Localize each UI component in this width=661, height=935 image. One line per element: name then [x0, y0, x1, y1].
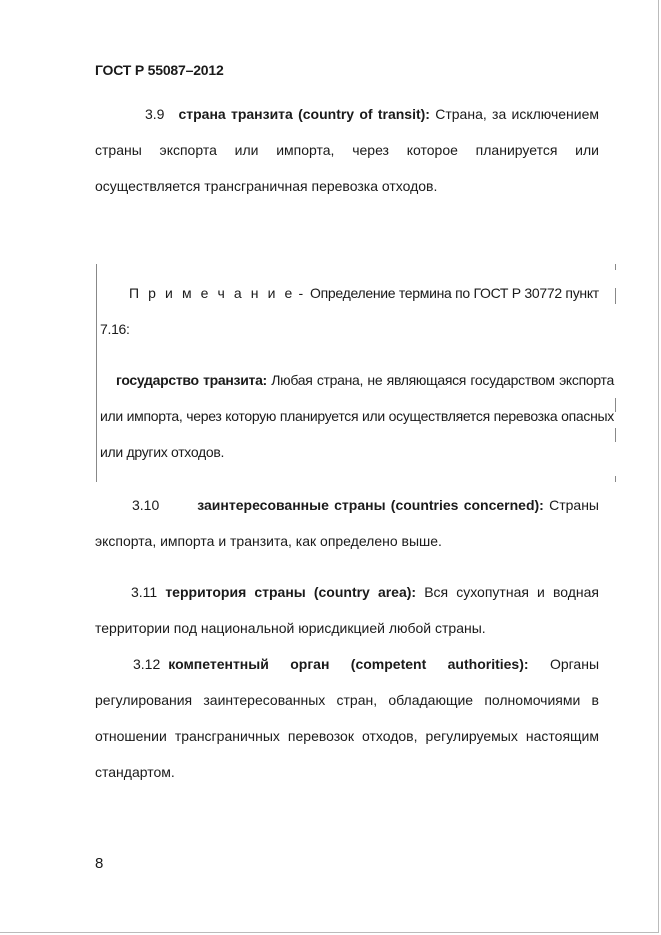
term-title: компетентный орган (competent authorities): [168, 656, 529, 672]
note-reference: Определение термина по ГОСТ Р 30772 пункт [310, 285, 599, 301]
term-number: 3.11 [131, 584, 158, 600]
note-reference-cont: 7.16: [100, 321, 130, 337]
note-border-mark [615, 264, 616, 270]
note-border-mark [615, 288, 616, 304]
term-title: заинтересованные страны (countries concerned): [197, 497, 544, 513]
term-title: страна транзита (country of transit): [178, 106, 430, 122]
term-number: 3.10 [132, 497, 160, 513]
term-definition: Вся сухопутная и водная территории под национальной юрисдикцией любой страны. [95, 584, 599, 636]
definition-3-9 [95, 96, 599, 204]
page-number: 8 [95, 855, 104, 872]
note-term-definition: Любая страна, не являющаяся государством экспорта или импорта, через которую планируется или осуществляется перевозка опасных или других отходов. [100, 372, 614, 460]
term-number: 3.12 [133, 656, 161, 672]
term-definition: Органы регулирования заинтересованных стран, обладающие полномочиями в отношении трансграничных перевозок отходов, регулируемых настоящим стандартом. [95, 656, 600, 780]
term-title: территория страны (country area): [165, 584, 417, 600]
note-dash: - [294, 285, 307, 301]
definition-3-12 [95, 646, 599, 790]
note-term: государство транзита: [116, 372, 267, 388]
note-border-mark [615, 476, 616, 482]
term-definition: Страна, за исключением страны экспорта или импорта, через которое планируется или осуществляется трансграничная перевозка отходов. [95, 106, 600, 194]
term-definition: Страны экспорта, импорта и транзита, как определено выше. [95, 497, 599, 549]
note-border-mark [615, 428, 616, 442]
document-code: ГОСТ Р 55087–2012 [95, 62, 224, 78]
definition-3-11 [95, 574, 599, 646]
note-definition [100, 362, 614, 470]
definition-3-10 [95, 487, 599, 559]
note-label: П р и м е ч а н и е [129, 285, 295, 301]
term-number: 3.9 [145, 106, 165, 122]
note-border-mark [615, 398, 616, 412]
note-block [96, 264, 616, 482]
note-intro [100, 275, 614, 347]
